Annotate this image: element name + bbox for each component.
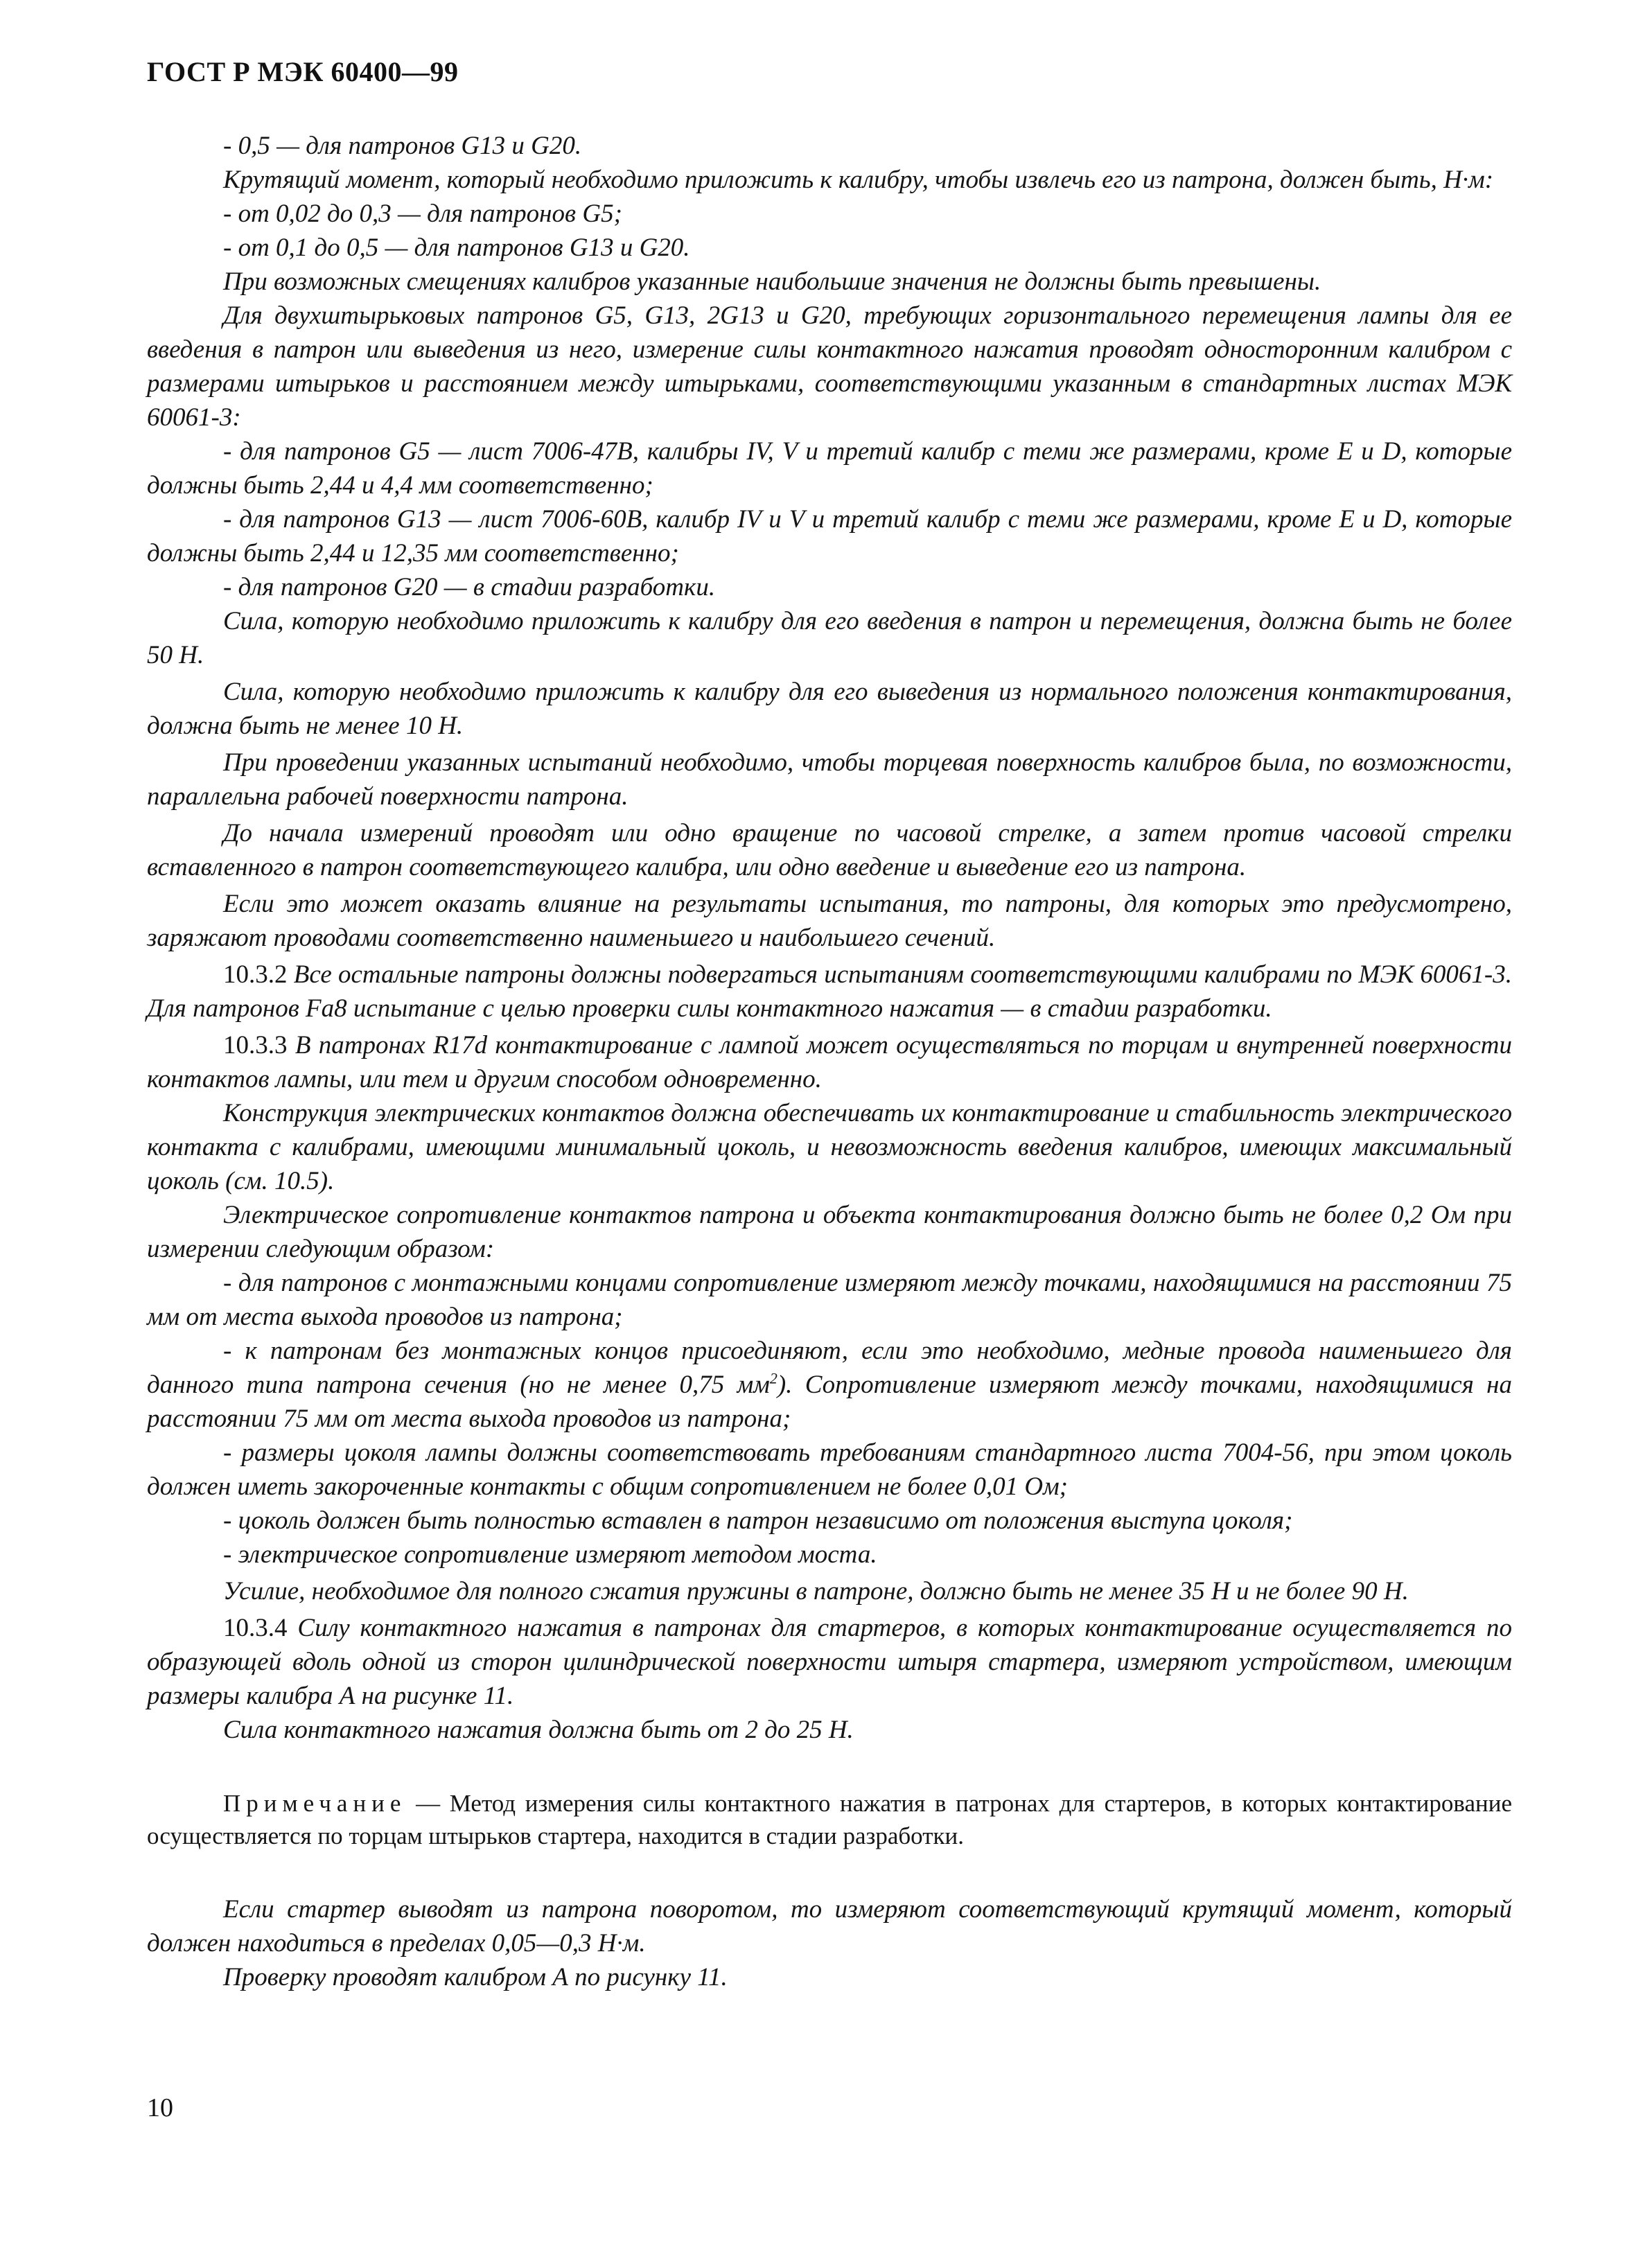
document-body	[147, 129, 1512, 1994]
note	[147, 1787, 1512, 1852]
clause-text: Все остальные патроны должны подвергаться испытаниям соответствующими калибрами по МЭК 60061-3. Для патронов Fa8 испытание с целью проверки силы контактного нажатия — в стадии разработки.	[147, 960, 1513, 1023]
list-item: - размеры цоколя лампы должны соответствовать требованиям стандартного листа 7004-56, при этом цоколь должен иметь закороченные контакты с общим сопротивлением не более 0,01 Ом;	[147, 1439, 1512, 1501]
clause-text: Силу контактного нажатия в патронах для стартеров, в которых контактирование осуществляется по образующей вдоль одной из сторон цилиндрической поверхности штыря стартера, измеряют устройством, имеющим размеры калибра А на рисунке 11.	[147, 1614, 1513, 1710]
note-text: — Метод измерения силы контактного нажатия в патронах для стартеров, в которых контактирование осуществляется по торцам штырьков стартера, находится в стадии разработки.	[147, 1790, 1512, 1849]
paragraph: Усилие, необходимое для полного сжатия пружины в патроне, должно быть не менее 35 Н и не более 90 Н.	[223, 1577, 1409, 1606]
clause-number: 10.3.4	[223, 1614, 288, 1642]
clause-10-3-2	[147, 958, 1512, 1026]
page-number: 10	[147, 2093, 173, 2122]
clause-text: В патронах R17d контактирование с лампой может осуществляться по торцам и внутренней поверхности контактов лампы, или тем и другим способом одновременно.	[147, 1031, 1512, 1093]
list-item: - к патронам без монтажных концов присоединяют, если это необходимо, медные провода наименьшего для данного типа патрона сечения (но не менее 0,75 $мм^2$). Сопротивление измеряют между точками, находящимися на расстоянии 75 мм от места выхода проводов из патрона;	[147, 1337, 1512, 1433]
list-item: - для патронов G20 — в стадии разработки.	[223, 573, 716, 601]
paragraph: При проведении указанных испытаний необходимо, чтобы торцевая поверхность калибров была, по возможности, параллельна рабочей поверхности патрона.	[147, 748, 1512, 811]
paragraph: Сила, которую необходимо приложить к калибру для его выведения из нормального положения контактирования, должна быть не менее 10 Н.	[147, 678, 1512, 740]
paragraph: Если это может оказать влияние на результаты испытания, то патроны, для которых это предусмотрено, заряжают проводами соответственно наименьшего и наибольшего сечений.	[147, 890, 1512, 952]
list-item: - для патронов G13 — лист 7006-60B, калибр IV и V и третий калибр с теми же размерами, кроме E и D, которые должны быть 2,44 и 12,35 мм соответственно;	[147, 505, 1512, 568]
list-item: - цоколь должен быть полностью вставлен в патрон независимо от положения выступа цоколя;	[223, 1506, 1293, 1535]
standard-header: ГОСТ Р МЭК 60400—99	[147, 56, 459, 87]
list-item: - для патронов с монтажными концами сопротивление измеряют между точками, находящимися на расстоянии 75 мм от места выхода проводов из патрона;	[147, 1269, 1512, 1331]
superscript: 2	[769, 1369, 777, 1387]
paragraph: Конструкция электрических контактов должна обеспечивать их контактирование и стабильность электрического контакта с калибрами, имеющими минимальный цоколь, и невозможность введения калибров, имеющих максимальный цоколь (см. 10.5).	[147, 1099, 1512, 1195]
clause-number: 10.3.3	[223, 1031, 288, 1059]
clause-10-3-3	[147, 1028, 1512, 1096]
paragraph: - 0,5 — для патронов G13 и G20.	[223, 132, 582, 160]
list-item: - электрическое сопротивление измеряют методом моста.	[223, 1540, 877, 1569]
paragraph: При возможных смещениях калибров указанные наибольшие значения не должны быть превышены.	[223, 267, 1321, 296]
note-label: Примечание	[223, 1790, 407, 1817]
list-item: - для патронов G5 — лист 7006-47B, калибры IV, V и третий калибр с теми же размерами, кроме E и D, которые должны быть 2,44 и 4,4 мм соответственно;	[147, 437, 1512, 500]
list-item: - от 0,02 до 0,3 — для патронов G5;	[223, 200, 622, 228]
paragraph: Если стартер выводят из патрона поворотом, то измеряют соответствующий крутящий момент, который должен находиться в пределах 0,05—0,3 Н·м.	[147, 1895, 1512, 1958]
paragraph: Сила контактного нажатия должна быть от 2 до 25 Н.	[223, 1716, 854, 1744]
paragraph: Сила, которую необходимо приложить к калибру для его введения в патрон и перемещения, должна быть не более 50 Н.	[147, 607, 1512, 669]
paragraph: До начала измерений проводят или одно вращение по часовой стрелке, а затем против часовой стрелки вставленного в патрон соответствующего калибра, или одно введение и выведение его из патрона.	[147, 819, 1512, 881]
paragraph: Для двухштырьковых патронов G5, G13, 2G13 и G20, требующих горизонтального перемещения лампы для ее введения в патрон или выведения из него, измерение силы контактного нажатия проводят односторонним калибром с размерами штырьков и расстоянием между штырьками, соответствующими указанным в стандартных листах МЭК 60061-3:	[147, 301, 1512, 432]
list-item: - от 0,1 до 0,5 — для патронов G13 и G20.	[223, 234, 690, 262]
paragraph: Проверку проводят калибром А по рисунку 11.	[223, 1963, 728, 1991]
paragraph: Электрическое сопротивление контактов патрона и объекта контактирования должно быть не более 0,2 Ом при измерении следующим образом:	[147, 1201, 1512, 1263]
clause-number: 10.3.2	[223, 960, 288, 989]
clause-10-3-4	[147, 1611, 1512, 1713]
paragraph: Крутящий момент, который необходимо приложить к калибру, чтобы извлечь его из патрона, должен быть, Н·м:	[223, 166, 1494, 194]
